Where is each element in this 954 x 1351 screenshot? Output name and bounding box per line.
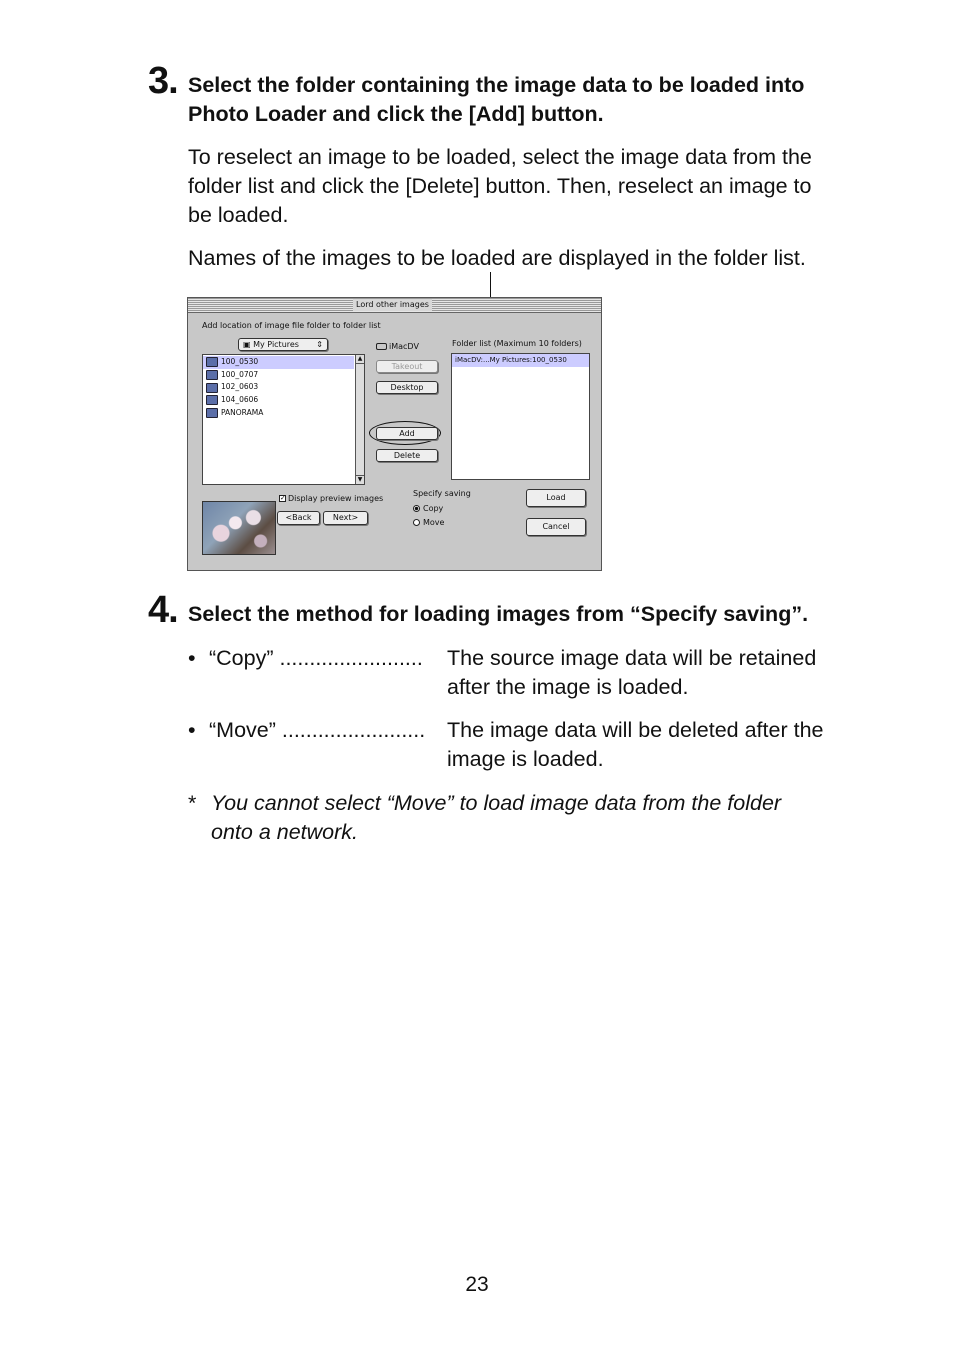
step-3-heading-line1: Select the folder containing the image data to be loaded into	[188, 73, 805, 97]
add-button[interactable]: Add	[376, 427, 438, 440]
step-3-heading-line2: Photo Loader and click the [Add] button.	[188, 102, 604, 126]
preview-thumbnail	[202, 501, 276, 555]
folder-row[interactable]	[203, 369, 354, 382]
load-button[interactable]: Load	[526, 489, 586, 507]
folder-list-scrollbar[interactable]	[355, 355, 364, 484]
desktop-button[interactable]: Desktop	[376, 381, 438, 394]
folder-browser-list[interactable]	[202, 354, 365, 485]
disk-label	[376, 342, 419, 352]
scroll-down-icon[interactable]: ▼	[357, 476, 363, 483]
folder-icon	[206, 357, 218, 367]
folder-icon: ▣	[243, 340, 254, 349]
display-preview-checkbox[interactable]	[279, 494, 383, 504]
folder-icon	[206, 408, 218, 418]
back-button[interactable]: <Back	[277, 511, 320, 525]
location-popup-value: My Pictures	[253, 340, 299, 349]
copy-radio[interactable]	[413, 504, 443, 514]
dialog-title: Lord other images	[353, 299, 432, 311]
takeout-button[interactable]: Takeout	[376, 360, 438, 373]
folder-row[interactable]	[203, 394, 354, 407]
folder-name: 104_0606	[221, 395, 259, 405]
move-description	[447, 716, 823, 774]
paragraph-line: To reselect an image to be loaded, select the image data from the	[188, 145, 812, 169]
paragraph-line: be loaded.	[188, 203, 289, 227]
note-line: You cannot select “Move” to load image data from the folder	[211, 791, 782, 815]
folder-icon	[206, 370, 218, 380]
folder-name: 102_0603	[221, 382, 259, 392]
folder-name: 100_0530	[221, 357, 259, 366]
folder-list-rows	[452, 354, 589, 367]
specify-saving-label: Specify saving	[413, 489, 471, 498]
move-radio[interactable]	[413, 518, 444, 528]
disk-icon	[376, 343, 387, 350]
folder-icon	[206, 395, 218, 405]
paragraph-line: folder list and click the [Delete] button. Then, reselect an image to	[188, 174, 812, 198]
folder-row[interactable]	[203, 356, 354, 369]
bullet-dot: •	[188, 646, 196, 670]
copy-term: “Copy” ........................	[209, 646, 423, 670]
note-text	[211, 789, 891, 847]
radio-selected-icon	[413, 505, 420, 512]
cancel-button[interactable]: Cancel	[526, 518, 586, 536]
note-mark: *	[188, 791, 197, 815]
folder-list[interactable]	[451, 353, 590, 480]
move-radio-label: Move	[423, 518, 445, 527]
description-line: The image data will be deleted after the	[447, 718, 824, 742]
folder-list-label: Folder list (Maximum 10 folders)	[452, 339, 582, 348]
disk-name: iMacDV	[389, 342, 419, 351]
folder-rows	[203, 356, 354, 419]
folder-icon	[206, 383, 218, 393]
updown-arrows-icon: ⇕	[316, 340, 323, 349]
dialog-titlebar	[188, 298, 601, 313]
copy-radio-label: Copy	[423, 504, 444, 513]
move-term: “Move” ........................	[209, 718, 426, 742]
folder-list-item[interactable]: iMacDV:...My Pictures:100_0530	[452, 354, 589, 367]
folder-row[interactable]	[203, 407, 354, 420]
folder-name: PANORAMA	[221, 407, 264, 417]
display-preview-label: Display preview images	[288, 494, 384, 503]
scroll-up-icon[interactable]: ▲	[357, 355, 363, 362]
location-popup[interactable]	[238, 338, 328, 351]
step-3-number: 3.	[148, 60, 178, 102]
copy-description	[447, 644, 816, 702]
next-button[interactable]: Next>	[323, 511, 368, 525]
load-other-images-dialog	[187, 297, 602, 571]
step-3-paragraph-2: Names of the images to be loaded are displayed in the folder list.	[188, 246, 806, 270]
folder-row[interactable]	[203, 381, 354, 394]
step-4-heading: Select the method for loading images from “Specify saving”.	[188, 602, 809, 626]
step-4-number: 4.	[148, 589, 178, 631]
description-line: The source image data will be retained	[447, 646, 817, 670]
bullet-dot: •	[188, 718, 196, 742]
checkbox-icon: ✓	[280, 494, 286, 502]
note-line: onto a network.	[211, 820, 359, 844]
folder-name: 100_0707	[221, 369, 259, 379]
radio-unselected-icon	[413, 519, 420, 526]
step-3-paragraph-1	[188, 143, 888, 230]
description-line: image is loaded.	[447, 747, 604, 771]
delete-button[interactable]: Delete	[376, 449, 438, 462]
instruction-label: Add location of image file folder to folder list	[202, 321, 381, 330]
description-line: after the image is loaded.	[447, 675, 689, 699]
step-3-heading	[188, 71, 888, 129]
page-number: 23	[465, 1273, 489, 1296]
